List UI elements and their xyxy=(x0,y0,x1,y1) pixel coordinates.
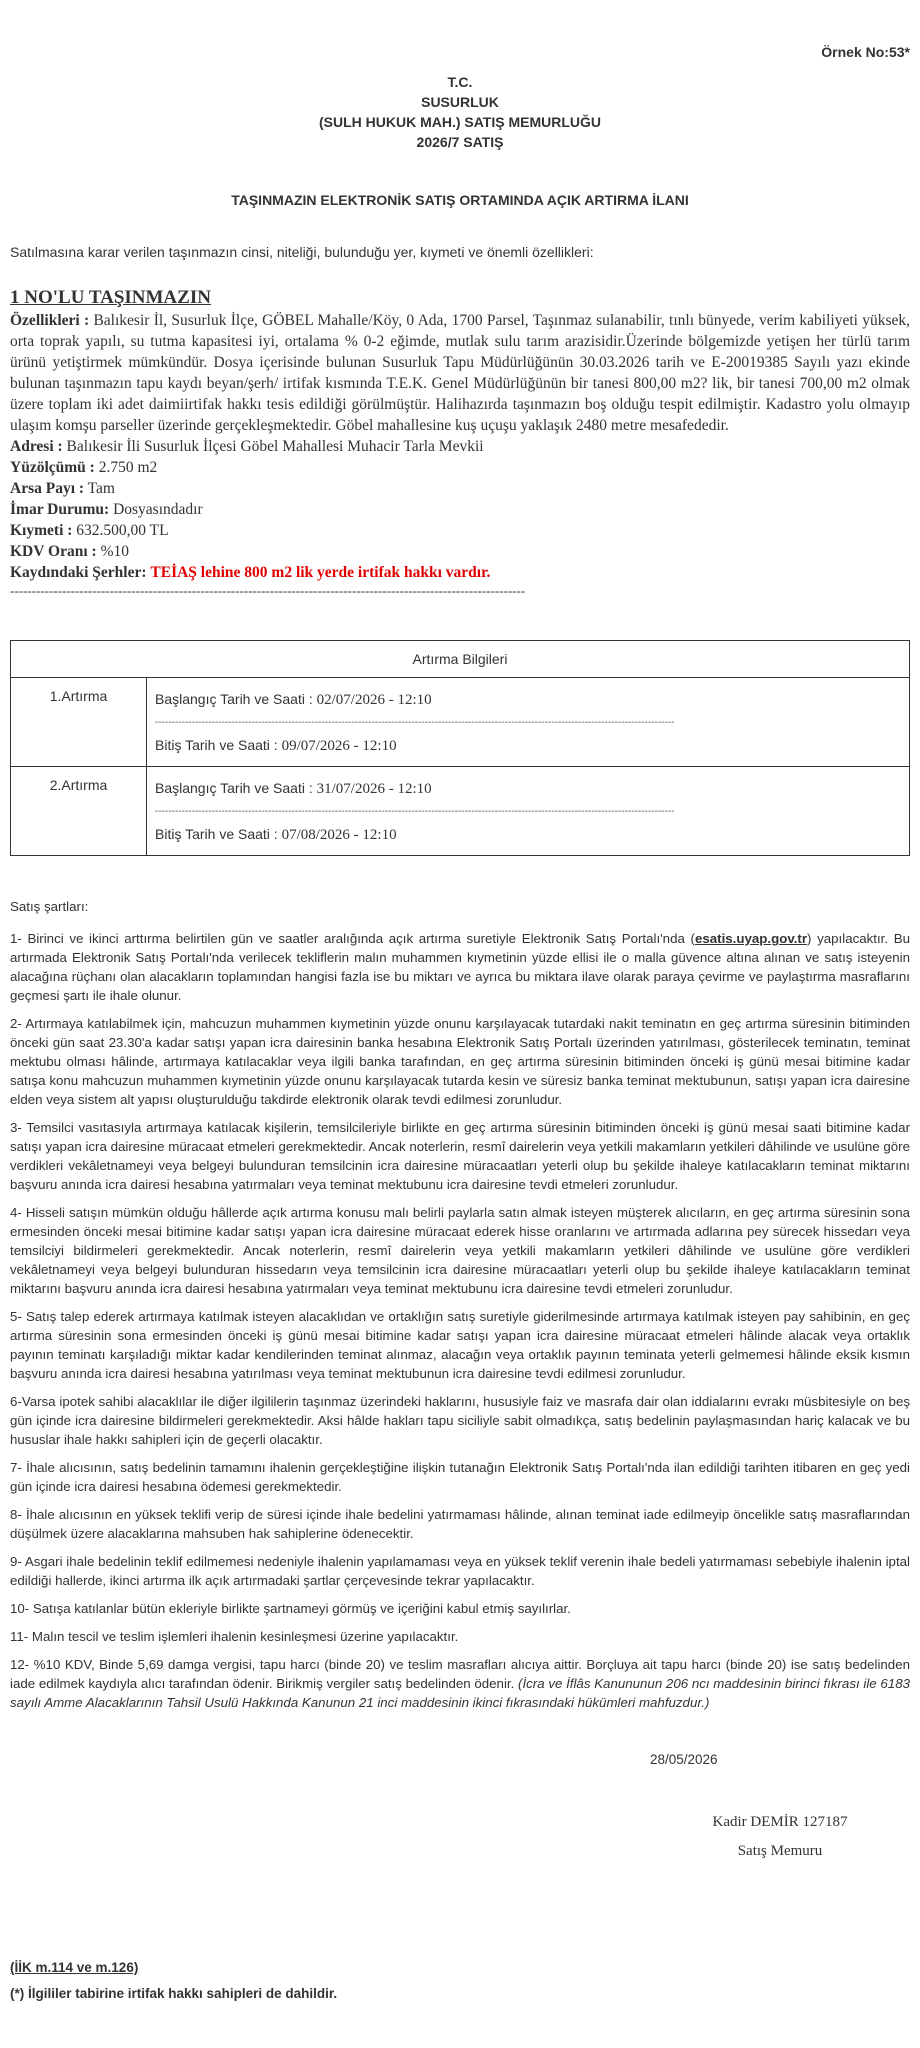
share-value: Tam xyxy=(87,480,115,497)
auction-round-label: 1.Artırma xyxy=(11,678,147,766)
property-zoning xyxy=(10,499,910,520)
signature-block xyxy=(650,1808,910,1866)
term-4: 4- Hisseli satışın mümkün olduğu hâllerde açık artırma konusu malı belirli paylarla satın almak isteyen müşterek alıcıların, en geç artırma süresinin sona ermesinden önceki mesai bitimine kadar satışı yapan icra dairesine müracaat ederek hisse oranlarını ve artırmada adlarına pey sürecek hissedarı veya temsilciyi bildirmeleri gerekmektedir. Ancak noterlerin, resmî dairelerin veya yetkili makamların yetkileri dâhilinde ve usulüne göre verdikleri vekâletnameyi veya belgeyi bulunduran hissedarın veya temsilcinin icra dairesine müracaatları yeterli olup bu şekilde ihaleye katılacakların teminat miktarını başvuru anında icra dairesi hesabına yatırmaları veya teminat mektubunu icra dairesine tevdi etmeleri zorunludur. xyxy=(10,1205,910,1296)
end-value: 07/08/2026 - 12:10 xyxy=(281,827,397,843)
term-9: 9- Asgari ihale bedelinin teklif edilmemesi nedeniyle ihalenin yapılamaması veya en yüksek teklif verenin ihale bedeli yatırmaması sebebiyle ihalenin iptal edildiği hallerde, ikinci artırma ilk açık artırmadaki şartlar çerçevesinde tekrar yapılacaktır. xyxy=(10,1554,910,1588)
start-label: Başlangıç Tarih ve Saati : xyxy=(155,691,313,707)
features-label: Özellikleri : xyxy=(10,312,90,329)
start-label: Başlangıç Tarih ve Saati : xyxy=(155,780,313,796)
auction-start xyxy=(155,778,909,799)
term-7: 7- İhale alıcısının, satış bedelinin tamamını ihalenin gerçekleştiğine ilişkin tutanağın Elektronik Satış Portalı'nda ilan edildiği tarihten itibaren en geç yedi gün içinde icra dairesi hesabına ödemesi gerekmektedir. xyxy=(10,1460,910,1494)
auction-row xyxy=(11,678,909,766)
share-label: Arsa Payı : xyxy=(10,480,85,497)
auction-row xyxy=(11,766,909,855)
term-2: 2- Artırmaya katılabilmek için, mahcuzun muhammen kıymetinin yüzde onunu karşılayacak tutardaki nakit teminatın en geç artırma süresinin bitiminden önceki gün saat 23.30'a kadar satışı yapan icra dairesinin banka hesabına Elektronik Satış Portalı üzerinden yatırılması, gösterilecek teminatın, teminat mektubu olması hâlinde, artırmaya katılacaklar veya ilgili banka tarafından, en geç artırma süresinin bitiminden önceki iş günü mesai bitimine kadar satışa konu mahcuzun muhammen kıymetinin yüzde onunu karşılayacak tutarda kesin ve süresiz banka teminat mektubunun, satışı yapan icra dairesine elden veya sistem alt yapısı oluşturulduğu takdirde elektronik olarak tevdi edilmesi zorunludur. xyxy=(10,1016,910,1107)
auction-start xyxy=(155,689,909,710)
start-value: 02/07/2026 - 12:10 xyxy=(316,692,432,708)
footer-note: (*) İlgililer tabirine irtifak hakkı sahipleri de dahildir. xyxy=(10,1986,338,2001)
intro-text: Satılmasına karar verilen taşınmazın cinsi, niteliği, bulunduğu yer, kıymeti ve önemli özellikleri: xyxy=(10,244,594,260)
area-value: 2.750 m2 xyxy=(98,459,158,476)
auction-end xyxy=(155,824,909,845)
term-1 xyxy=(10,929,910,1005)
terms-heading: Satış şartları: xyxy=(10,899,89,914)
conditions-value: TEİAŞ lehine 800 m2 lik yerde irtifak hakkı vardır. xyxy=(150,564,491,581)
announcement-title: TAŞINMAZIN ELEKTRONİK SATIŞ ORTAMINDA AÇIK ARTIRMA İLANI xyxy=(231,192,689,208)
signer-name: Kadir DEMİR 127187 xyxy=(712,1814,848,1830)
property-separator: ----------------------------------------------------------------------------------------------------------------------- xyxy=(10,583,526,598)
vat-label: KDV Oranı : xyxy=(10,543,97,560)
auction-separator: ------------------------------------------------------------------------------------------------------------------------------------------------------------ xyxy=(155,717,675,728)
term-11: 11- Malın tescil ve teslim işlemleri ihalenin kesinleşmesi üzerine yapılacaktır. xyxy=(10,1629,459,1644)
auction-separator: ------------------------------------------------------------------------------------------------------------------------------------------------------------ xyxy=(155,806,675,817)
term-10: 10- Satışa katılanlar bütün ekleriyle birlikte şartnameyi görmüş ve içeriğini kabul etmiş sayılırlar. xyxy=(10,1601,571,1616)
term-1-post: ) yapılacaktır. Bu artırmada Elektronik Satış Portalı'nda verilecek tekliflerin malın muhammen kıymetinin yüzde ellisi ile o malla güvence altına alınan ve satış isteyenin alacağına rüçhanı olan alacakların toplamından hangisi fazla ise bu miktarı ve ayrıca bu miktara ilave olarak paraya çevirme ve paylaştırma masraflarını geçmesi şartı ile ihale olunur. xyxy=(10,931,910,1003)
term-12-text: 12- %10 KDV, Binde 5,69 damga vergisi, tapu harcı (binde 20) ve teslim masrafları alıcıya aittir. Borçluya ait tapu harcı (binde 20) ise satış bedelinden iade edilmek kaydıyla alıcı tarafından ödenir. Birikmiş vergiler satış bedelinden ödenir. xyxy=(10,1657,910,1691)
property-share xyxy=(10,478,910,499)
property-vat xyxy=(10,541,910,562)
end-value: 09/07/2026 - 12:10 xyxy=(281,738,397,754)
auction-round-dates xyxy=(147,767,909,855)
sale-terms xyxy=(10,897,910,1721)
auction-table-header: Artırma Bilgileri xyxy=(11,641,909,678)
end-label: Bitiş Tarih ve Saati : xyxy=(155,826,278,842)
zoning-value: Dosyasındadır xyxy=(113,501,203,518)
footer-notes xyxy=(10,1955,337,2007)
term-12 xyxy=(10,1655,910,1712)
sample-number: Örnek No:53* xyxy=(821,44,910,60)
document-header xyxy=(0,72,920,152)
conditions-label: Kaydındaki Şerhler: xyxy=(10,564,147,581)
vat-value: %10 xyxy=(100,543,129,560)
property-section xyxy=(10,286,910,599)
auction-round-label: 2.Artırma xyxy=(11,767,147,855)
footer-law-reference: (İİK m.114 ve m.126) xyxy=(10,1960,139,1975)
start-value: 31/07/2026 - 12:10 xyxy=(316,781,432,797)
property-area xyxy=(10,457,910,478)
term-8: 8- İhale alıcısının en yüksek teklifi verip de süresi içinde ihale bedelini yatırmaması hâlinde, alınan teminat iade edilmeyip öncelikle satış masraflarından düşülmek üzere alacaklarına mahsuben hak sahiplerine ödenecektir. xyxy=(10,1507,910,1541)
term-1-pre: 1- Birinci ve ikinci arttırma belirtilen gün ve saatler aralığında açık artırma suretiyle Elektronik Satış Portalı'nda ( xyxy=(10,931,695,946)
auction-end xyxy=(155,735,909,756)
header-city: SUSURLUK xyxy=(421,94,499,110)
header-tc: T.C. xyxy=(447,74,473,90)
auction-table xyxy=(10,640,910,856)
area-label: Yüzölçümü : xyxy=(10,459,95,476)
property-title: 1 NO'LU TAŞINMAZIN xyxy=(10,287,211,308)
property-value xyxy=(10,520,910,541)
features-text: Balıkesir İl, Susurluk İlçe, GÖBEL Mahalle/Köy, 0 Ada, 1700 Parsel, Taşınmaz sulanabilir, tınlı bünyede, verim kabiliyeti yüksek, orta toprak yapılı, su tutma kapasitesi iyi, ortalama % 0-2 eğimde, mutlak sulu tarım arazisidir.Üzerinde bölgemizde yetişen her türlü tarım ürünü yetiştirmek mümkündür. Dosya içerisinde bulunan Susurluk Tapu Müdürlüğünün 30.03.2026 tarih ve E-20019385 Sayılı yazı ekinde bulunan taşınmazın tapu kaydı beyan/şerh/ irtifak kısmında T.E.K. Genel Müdürlüğünün bir tanesi 800,00 m2? lik, bir tanesi 700,00 m2 olmak üzere toplam iki adet daimiirtifak hakkı tesis edildiği görülmüştür. Halihazırda taşınmazın boş olduğu tespit edilmiştir. Kadastro yolu olmayıp ulaşım komşu parseller üzerinde gerçekleşmektedir. Göbel mahallesine kuş uçuşu yaklaşık 2480 metre mesafededir. xyxy=(10,312,911,434)
term-3: 3- Temsilci vasıtasıyla artırmaya katılacak kişilerin, temsilcileriyle birlikte en geç artırma süresinin bitiminden önceki iş günü mesai saati bitimine kadar satışı yapan icra dairesine müracaat etmeleri gerekmektedir. Ancak noterlerin, resmî dairelerin veya yetkili makamların yetkileri dâhilinde ve usulüne göre verdikleri vekâletnameyi veya belgeyi bulunduran temsilcinin icra dairesine müracaatları yeterli olup bu şekilde ihaleye katılacakların teminat miktarını başvuru anında icra dairesi hesabına yatırmaları veya teminat mektubunu icra dairesine tevdi etmeleri zorunludur. xyxy=(10,1120,910,1192)
esatis-link[interactable]: esatis.uyap.gov.tr xyxy=(694,931,808,946)
signer-title: Satış Memuru xyxy=(737,1843,823,1859)
document-date: 28/05/2026 xyxy=(650,1752,718,1767)
property-conditions xyxy=(10,562,910,583)
value-label: Kıymeti : xyxy=(10,522,73,539)
property-address xyxy=(10,436,910,457)
term-12-note: (İcra ve İflâs Kanununun 206 ncı maddesinin birinci fıkrası ile 6183 sayılı Amme Alacaklarının Tahsil Usulü Hakkında Kanunun 21 inci maddesinin ikinci fıkrasındaki hükümleri mahfuzdur.) xyxy=(10,1676,910,1710)
term-6: 6-Varsa ipotek sahibi alacaklılar ile diğer ilgililerin taşınmaz üzerindeki haklarını, hususiyle faiz ve masrafa dair olan iddialarını evrakı müsbitesiyle on beş gün içinde icra dairesine bildirmeleri gerekmektedir. Aksi hâlde hakları tapu siciliyle sabit olmadıkça, satış bedelinin paylaşmasından hariç kalacak ve bu hususlar ihale hakkı sahipleri için de geçerli olacaktır. xyxy=(10,1394,910,1447)
auction-round-dates xyxy=(147,678,909,766)
address-label: Adresi : xyxy=(10,438,63,455)
header-file-number: 2026/7 SATIŞ xyxy=(416,134,504,150)
header-office: (SULH HUKUK MAH.) SATIŞ MEMURLUĞU xyxy=(318,114,602,130)
end-label: Bitiş Tarih ve Saati : xyxy=(155,737,278,753)
property-features xyxy=(10,310,910,436)
value-amount: 632.500,00 TL xyxy=(76,522,169,539)
address-value: Balıkesir İli Susurluk İlçesi Göbel Mahallesi Muhacir Tarla Mevkii xyxy=(66,438,484,455)
zoning-label: İmar Durumu: xyxy=(10,501,110,518)
term-5: 5- Satış talep ederek artırmaya katılmak isteyen alacaklıdan ve ortaklığın satış suretiyle giderilmesinde artırmaya katılmak isteyen pay sahibinin, en geç artırma süresinin sona ermesinden önceki iş günü mesai bitimine kadar satışı yapan icra dairesine müracaat etmeleri hâlinde alacak veya ortaklık payının teminatı karşıladığı miktar kadar kendilerinden teminat alınmaz, alacağın veya ortaklık payının teminata yeterli gelmemesi hâlinde eksik kısmın başvuru anında icra dairesi hesabına yatırılması veya teminat mektubunun icra dairesine tevdi edilmesi zorunludur. xyxy=(10,1309,910,1381)
